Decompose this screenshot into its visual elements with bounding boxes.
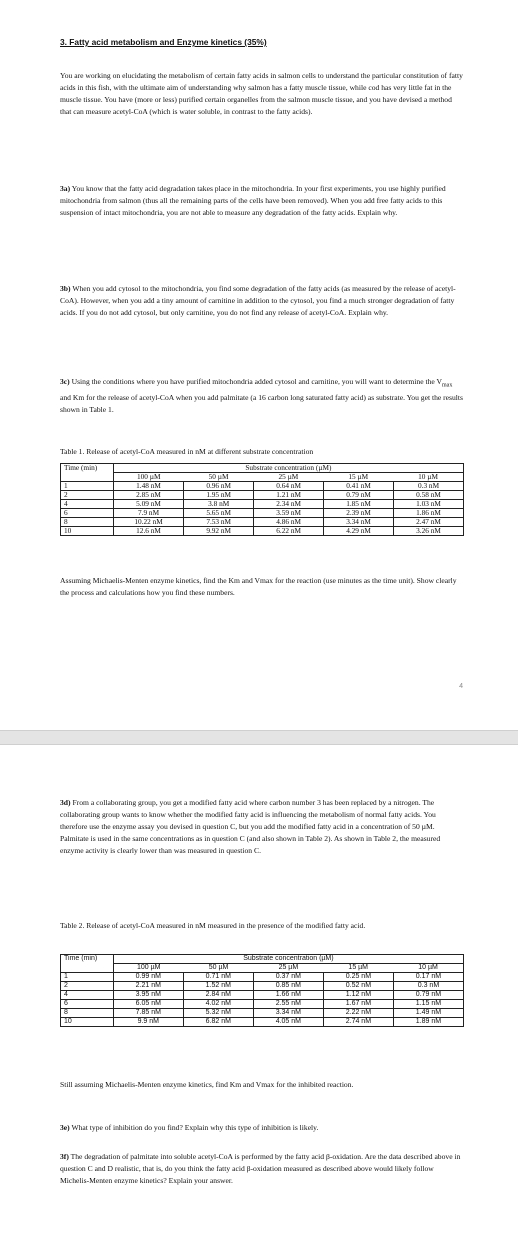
table-row — [61, 1000, 464, 1009]
value-cell: 9.92 nM — [184, 527, 254, 536]
question-3f-text: The degradation of palmitate into soluble acetyl-CoA is performed by the fatty acid β-oxidation. Are the data described above in question C and D realistic, that is, do you think the fatty acid β-oxidation measured as described above would likely follow Michelis-Menten enzyme kinetics? Explain your answer. — [60, 1152, 461, 1185]
value-cell: 0.79 nM — [324, 491, 394, 500]
value-cell: 0.17 nM — [393, 973, 463, 982]
document-page-2 — [0, 745, 518, 1250]
section-title: 3. Fatty acid metabolism and Enzyme kinetics (35%) — [60, 37, 267, 47]
question-3f — [60, 1151, 464, 1187]
table-row — [61, 482, 464, 491]
time-cell: 8 — [61, 518, 114, 527]
table2-col-header: 50 µM — [208, 964, 229, 971]
table-row — [61, 1009, 464, 1018]
value-cell: 4.02 nM — [183, 1000, 253, 1009]
time-cell: 8 — [61, 1009, 114, 1018]
time-cell: 1 — [61, 973, 114, 982]
value-cell: 1.85 nM — [324, 500, 394, 509]
question-3f-label: 3f) — [60, 1152, 69, 1161]
value-cell: 10.22 nM — [113, 518, 183, 527]
value-cell: 12.6 nM — [113, 527, 183, 536]
table1-col-header: 50 µM — [208, 472, 229, 481]
value-cell: 6.82 nM — [183, 1018, 253, 1027]
value-cell: 1.03 nM — [394, 500, 464, 509]
table1-col-header: 10 µM — [418, 472, 438, 481]
value-cell: 7.9 nM — [113, 509, 183, 518]
question-3e-label: 3e) — [60, 1123, 70, 1132]
value-cell: 2.39 nM — [324, 509, 394, 518]
value-cell: 0.25 nM — [323, 973, 393, 982]
value-cell: 5.65 nM — [184, 509, 254, 518]
table1-col-header: 15 µM — [348, 472, 369, 481]
value-cell: 3.59 nM — [254, 509, 324, 518]
question-3d-followup: Still assuming Michaelis-Menten enzyme kinetics, find Km and Vmax for the inhibited reaction. — [60, 1080, 354, 1089]
table-row — [61, 500, 464, 509]
vmax-subscript: max — [442, 382, 453, 389]
value-cell: 0.79 nM — [393, 991, 463, 1000]
table1-col-header: 100 µM — [137, 472, 161, 481]
value-cell: 0.58 nM — [394, 491, 464, 500]
value-cell: 1.66 nM — [253, 991, 323, 1000]
question-3d-text: From a collaborating group, you get a modified fatty acid where carbon number 3 has been replaced by a nitrogen. The collaborating group wants to know whether the modified fatty acid is influencing the metabolism of normal fatty acids. You therefore use the enzyme assay you devised in question C, but you add the modified fatty acid in a concentration of 50 µM. Palmitate is used in the same concentrations as in question C (and also shown in Table 2). As shown in Table 2, the measured enzyme activity is clearly lower than was measured in question C. — [60, 798, 441, 855]
value-cell: 5.09 nM — [113, 500, 183, 509]
time-cell: 2 — [61, 982, 114, 991]
value-cell: 2.21 nM — [113, 982, 183, 991]
value-cell: 0.64 nM — [254, 482, 324, 491]
intro-paragraph: You are working on elucidating the metabolism of certain fatty acids in salmon cells to understand the particular constitution of fatty acids in this fish, with the ultimate aim of understanding why salmon has a fatty muscle tissue, while cod has very little fat in the muscle tissue. You have (more or less) purified certain organelles from the salmon muscle tissue, and you have devised a method that can measure acetyl-CoA (which is water soluble, in contrast to the fatty acids). — [60, 71, 463, 116]
table-row — [61, 491, 464, 500]
value-cell: 7.85 nM — [113, 1009, 183, 1018]
value-cell: 1.49 nM — [393, 1009, 463, 1018]
value-cell: 6.05 nM — [113, 1000, 183, 1009]
table-row — [61, 973, 464, 982]
table-row — [61, 509, 464, 518]
table-row — [61, 527, 464, 536]
time-cell: 6 — [61, 509, 114, 518]
value-cell: 6.22 nM — [254, 527, 324, 536]
value-cell: 4.86 nM — [254, 518, 324, 527]
table1-col-header: 25 µM — [278, 472, 299, 481]
value-cell: 1.15 nM — [393, 1000, 463, 1009]
page-number: 4 — [459, 683, 463, 690]
value-cell: 0.52 nM — [323, 982, 393, 991]
question-3a — [60, 183, 464, 219]
question-3c-label: 3c) — [60, 377, 70, 386]
value-cell: 1.89 nM — [393, 1018, 463, 1027]
value-cell: 1.21 nM — [254, 491, 324, 500]
table2-time-header: Time (min) — [61, 955, 114, 973]
value-cell: 3.34 nM — [253, 1009, 323, 1018]
value-cell: 3.26 nM — [394, 527, 464, 536]
value-cell: 0.3 nM — [393, 982, 463, 991]
value-cell: 2.85 nM — [113, 491, 183, 500]
question-3e-text: What type of inhibition do you find? Explain why this type of inhibition is likely. — [69, 1123, 319, 1132]
value-cell: 0.41 nM — [324, 482, 394, 491]
question-3c-text-b: and Km for the release of acetyl-CoA when you add palmitate (a 16 carbon long saturated fatty acid) as substrate. You get the results shown in Table 1. — [60, 393, 463, 415]
value-cell: 1.52 nM — [183, 982, 253, 991]
value-cell: 0.85 nM — [253, 982, 323, 991]
time-cell: 4 — [61, 500, 114, 509]
value-cell: 2.55 nM — [253, 1000, 323, 1009]
question-3b — [60, 283, 464, 319]
table2-grid — [60, 954, 464, 1027]
value-cell: 1.67 nM — [323, 1000, 393, 1009]
value-cell: 5.32 nM — [183, 1009, 253, 1018]
value-cell: 1.12 nM — [323, 991, 393, 1000]
value-cell: 0.3 nM — [394, 482, 464, 491]
table1-caption: Table 1. Release of acetyl-CoA measured in nM at different substrate concentration — [60, 447, 314, 456]
table1-grid — [60, 463, 464, 536]
table1 — [60, 463, 464, 536]
table-row — [61, 518, 464, 527]
time-cell: 10 — [61, 527, 114, 536]
question-3a-label: 3a) — [60, 184, 71, 193]
table-row — [61, 991, 464, 1000]
table1-group-header: Substrate concentration (µM) — [114, 464, 463, 473]
question-3c-text-a: Using the conditions where you have purified mitochondria added cytosol and carnitine, you will want to determine the V — [69, 377, 442, 386]
value-cell: 0.37 nM — [253, 973, 323, 982]
value-cell: 2.74 nM — [323, 1018, 393, 1027]
table2-col-header: 10 µM — [418, 964, 438, 971]
table-row — [61, 1018, 464, 1027]
value-cell: 1.86 nM — [394, 509, 464, 518]
question-3e — [60, 1122, 464, 1134]
value-cell: 9.9 nM — [113, 1018, 183, 1027]
question-3c-followup: Assuming Michaelis-Menten enzyme kinetics, find the Km and Vmax for the reaction (use minutes as the time unit). Show clearly the process and calculations how you find these numbers. — [60, 576, 457, 597]
time-cell: 1 — [61, 482, 114, 491]
value-cell: 0.99 nM — [113, 973, 183, 982]
question-3a-text: You know that the fatty acid degradation takes place in the mitochondria. In your first experiments, you use highly purified mitochondria from salmon (thus all the remaining parts of the cells have been removed). When you add free fatty acids to this suspension of intact mitochondria, you are not able to measure any degradation of the fatty acids. Explain why. — [60, 184, 446, 217]
question-3b-text: When you add cytosol to the mitochondria, you find some degradation of the fatty acids (as measured by the release of acetyl-CoA). However, when you add a tiny amount of carnitine in addition to the cytosol, you find a much stronger degradation of fatty acids. If you do not add cytosol, but only carnitine, you do not find any release of acetyl-CoA. Explain why. — [60, 284, 456, 317]
time-cell: 4 — [61, 991, 114, 1000]
value-cell: 2.84 nM — [183, 991, 253, 1000]
value-cell: 7.53 nM — [184, 518, 254, 527]
value-cell: 1.48 nM — [113, 482, 183, 491]
table1-time-header: Time (min) — [61, 464, 114, 482]
table2-col-header: 25 µM — [278, 964, 299, 971]
table2-col-header: 100 µM — [136, 964, 161, 971]
value-cell: 3.8 nM — [184, 500, 254, 509]
value-cell: 4.29 nM — [324, 527, 394, 536]
table-row — [61, 982, 464, 991]
page-separator — [0, 730, 518, 745]
value-cell: 0.71 nM — [183, 973, 253, 982]
question-3c — [60, 376, 464, 416]
value-cell: 2.47 nM — [394, 518, 464, 527]
time-cell: 10 — [61, 1018, 114, 1027]
value-cell: 1.95 nM — [184, 491, 254, 500]
table2-col-header: 15 µM — [348, 964, 369, 971]
value-cell: 0.96 nM — [184, 482, 254, 491]
time-cell: 2 — [61, 491, 114, 500]
table2-caption: Table 2. Release of acetyl-CoA measured in nM measured in the presence of the modified fatty acid. — [60, 921, 366, 930]
table2 — [60, 954, 464, 1027]
time-cell: 6 — [61, 1000, 114, 1009]
value-cell: 2.22 nM — [323, 1009, 393, 1018]
value-cell: 2.34 nM — [254, 500, 324, 509]
question-3b-label: 3b) — [60, 284, 71, 293]
question-3d — [60, 797, 464, 857]
table2-group-header: Substrate concentration (µM) — [114, 955, 463, 964]
value-cell: 3.34 nM — [324, 518, 394, 527]
question-3d-label: 3d) — [60, 798, 71, 807]
value-cell: 4.05 nM — [253, 1018, 323, 1027]
value-cell: 3.95 nM — [113, 991, 183, 1000]
